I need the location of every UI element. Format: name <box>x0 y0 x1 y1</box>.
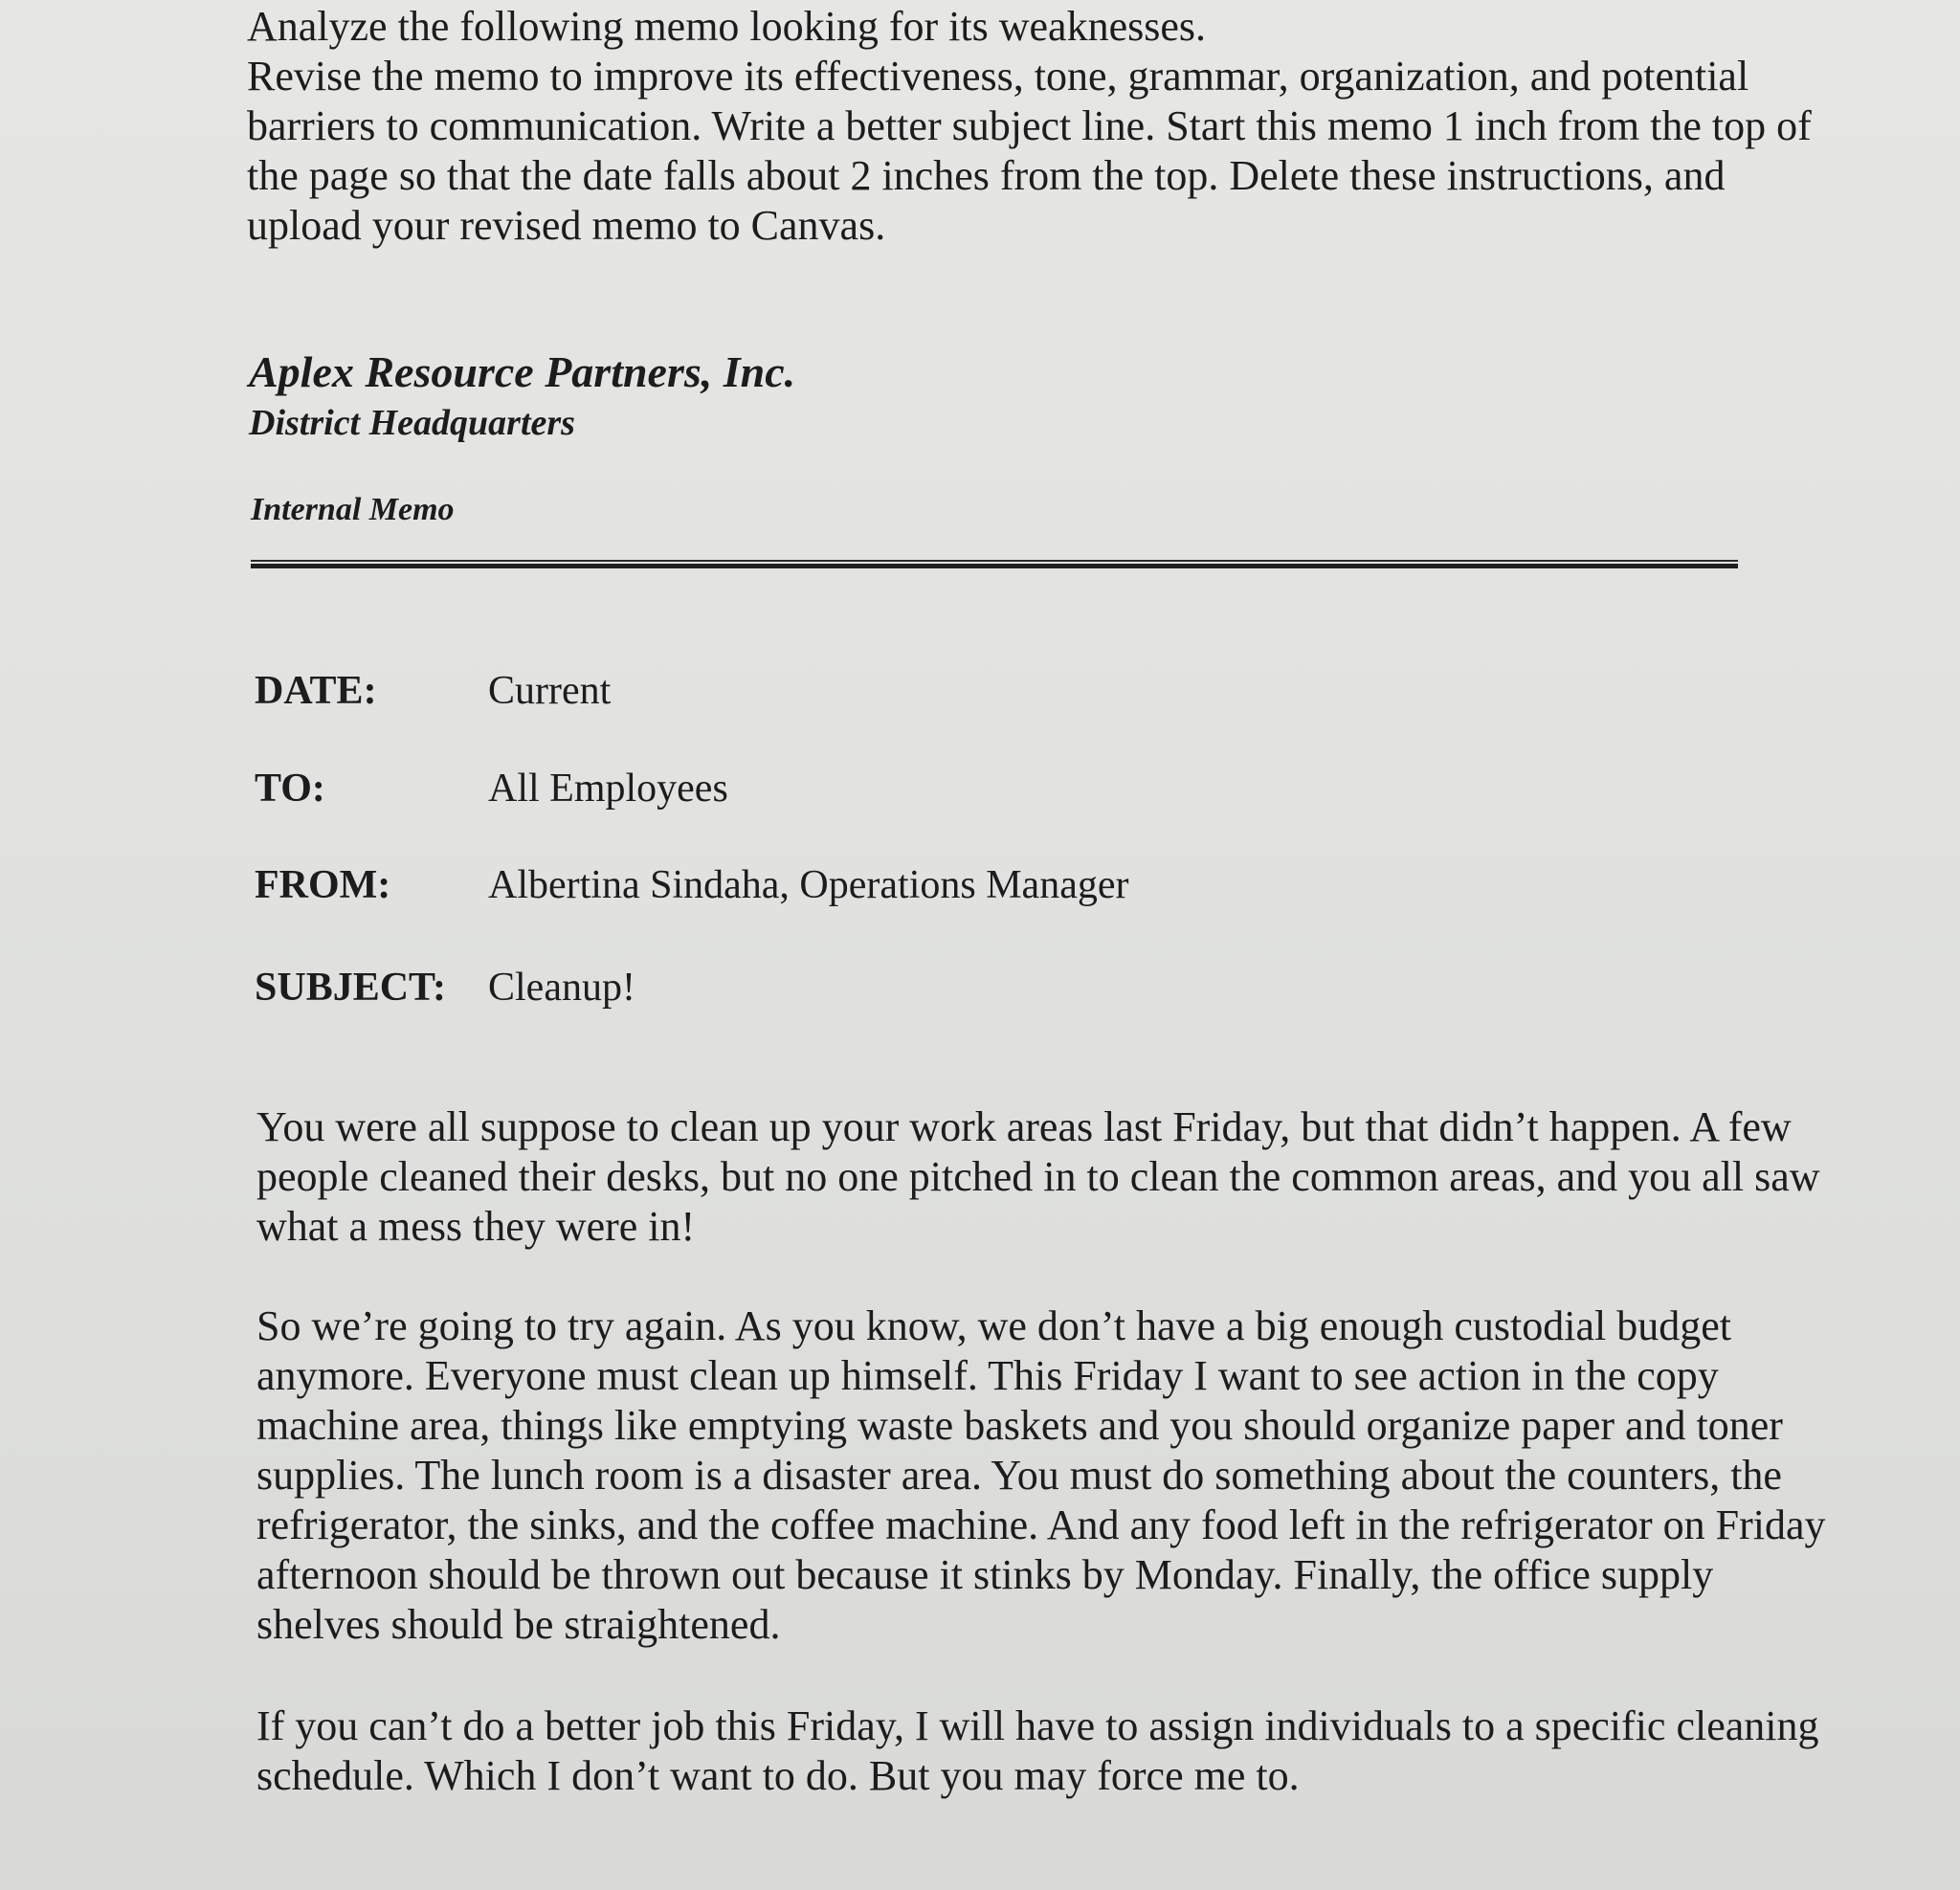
division-name: District Headquarters <box>249 403 575 443</box>
instructions-line-2: Revise the memo to improve its effectiveness, tone, grammar, organization, and potential barriers to communication. Write a better subject line. Start this memo 1 inch from the top of the page so that the date falls about 2 inches from the top. Delete these instructions, and upload your revised memo to Canvas. <box>247 53 1812 249</box>
memo-paragraph-3: If you can’t do a better job this Friday, I will have to assign individuals to a specific cleaning schedule. Which I don’t want to do. But you may force me to. <box>256 1702 1819 1799</box>
memo-paragraph-2: So we’re going to try again. As you know, we don’t have a big enough custodial budget anymore. Everyone must clean up himself. This Friday I want to see action in the copy machine area, things like emptying waste baskets and you should organize paper and toner supplies. The lunch room is a disaster area. You must do something about the counters, the refrigerator, the sinks, and the coffee machine. And any food left in the refrigerator on Friday afternoon should be thrown out because it stinks by Monday. Finally, the office supply shelves should be straightened. <box>256 1302 1826 1648</box>
from-label: FROM: <box>255 863 391 907</box>
memo-paragraph-1: You were all suppose to clean up your work areas last Friday, but that didn’t happen. A few people cleaned their desks, but no one pitched in to clean the common areas, and you all saw what a mess they were in! <box>256 1103 1820 1250</box>
from-value: Albertina Sindaha, Operations Manager <box>488 863 1129 907</box>
subject-value: Cleanup! <box>488 966 635 1010</box>
divider-thick-line <box>251 564 1738 568</box>
instructions-block <box>247 2 1816 251</box>
date-label: DATE: <box>255 669 377 713</box>
to-label: TO: <box>255 767 325 811</box>
instructions-line-1: Analyze the following memo looking for its weaknesses. <box>247 3 1207 50</box>
company-name: Aplex Resource Partners, Inc. <box>249 347 796 396</box>
date-value: Current <box>488 669 612 713</box>
header-divider <box>251 560 1738 569</box>
divider-thin-line <box>251 560 1738 562</box>
subject-label: SUBJECT: <box>255 966 446 1010</box>
to-value: All Employees <box>488 767 728 811</box>
memo-type-label: Internal Memo <box>251 492 455 527</box>
